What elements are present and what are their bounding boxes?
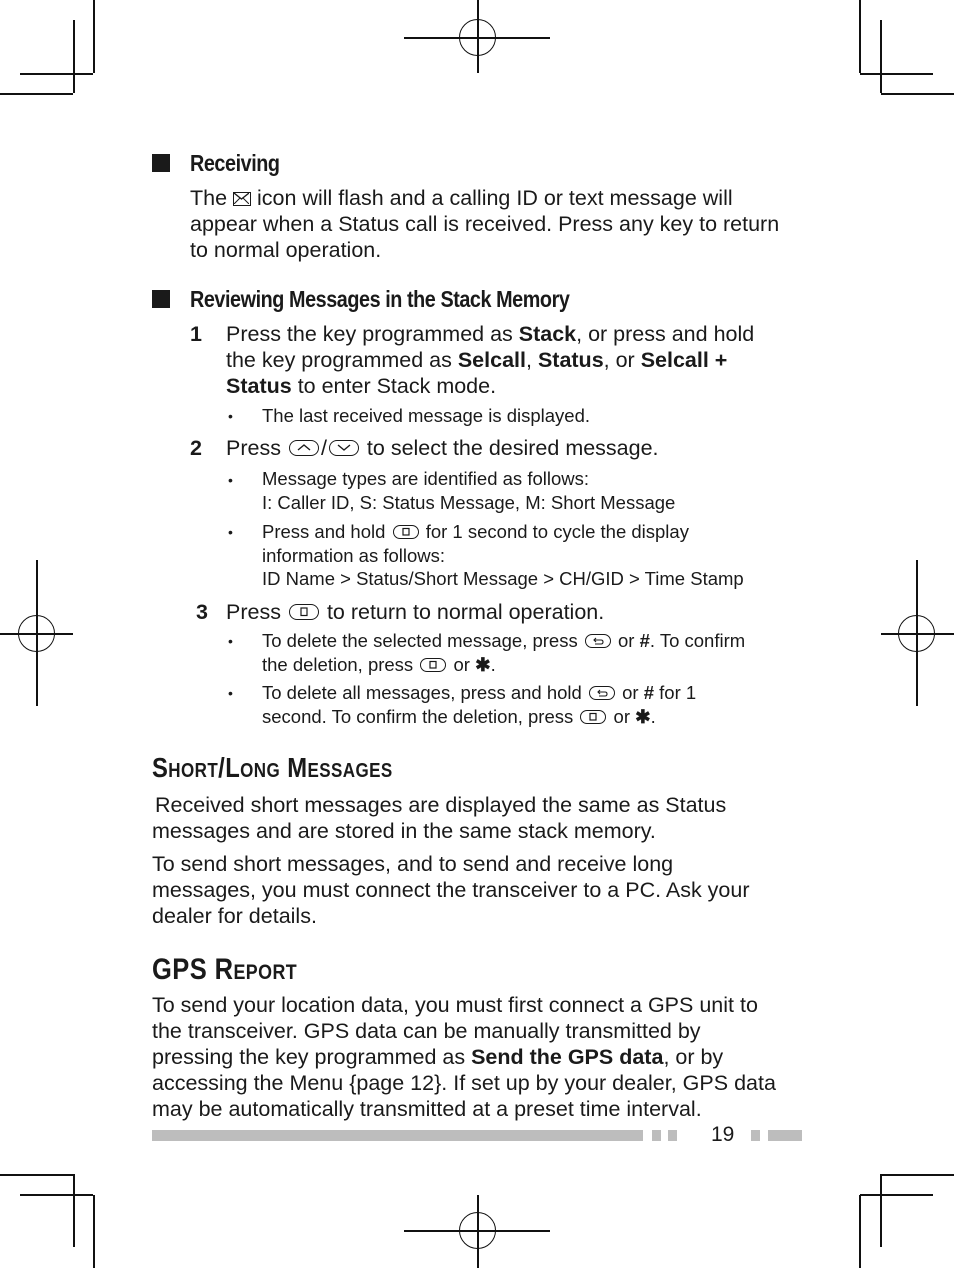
- asterisk-icon: ✱: [635, 705, 651, 727]
- footer-dot: [751, 1130, 760, 1141]
- list-bullet: •: [228, 524, 233, 540]
- back-key-icon: [589, 686, 615, 700]
- step-number: 3: [196, 600, 208, 624]
- list-bullet: •: [228, 685, 233, 701]
- short-long-para2: To send short messages, and to send and receive long messages, you must connect the transceiver to a PC. Ask your dealer for details.: [152, 852, 750, 928]
- footer-dot: [668, 1130, 677, 1141]
- step3-text: Press to return to normal operation.: [226, 600, 605, 624]
- step3-note2: To delete all messages, press and hold or # for 1 second. To confirm the deletion, press or ✱.: [262, 682, 697, 727]
- back-key-icon: [585, 634, 611, 648]
- down-key-icon: [329, 440, 359, 456]
- list-bullet: •: [228, 633, 233, 649]
- list-bullet: •: [228, 408, 233, 424]
- menu-key-icon: [393, 525, 419, 539]
- short-long-para1: Received short messages are displayed the same as Status messages and are stored in the same stack memory.: [152, 793, 727, 843]
- gps-report-title: GPS Report: [152, 953, 298, 986]
- short-long-title: Short/Long Messages: [152, 752, 393, 783]
- footer-bar: [768, 1130, 802, 1141]
- step-number: 1: [190, 322, 202, 346]
- step1-note: The last received message is displayed.: [262, 405, 591, 426]
- reviewing-heading: Reviewing Messages in the Stack Memory: [190, 286, 570, 312]
- section-bullet: [152, 290, 170, 308]
- step-number: 2: [190, 436, 202, 460]
- list-bullet: •: [228, 472, 233, 488]
- step3-note1: To delete the selected message, press or #. To confirm the deletion, press or ✱.: [262, 630, 746, 675]
- footer-bar: [152, 1130, 643, 1141]
- receiving-text: The icon will flash and a calling ID or text message will appear when a Status call is received. Press any key to return to normal operation.: [190, 186, 780, 262]
- receiving-heading: Receiving: [190, 150, 280, 176]
- page-number: 19: [711, 1123, 735, 1146]
- up-key-icon: [289, 440, 319, 456]
- step2-note2: Press and hold for 1 second to cycle the display information as follows:: [262, 521, 689, 566]
- footer-dot: [652, 1130, 661, 1141]
- menu-key-icon: [420, 658, 446, 672]
- step2-text: Press / to select the desired message.: [226, 436, 659, 460]
- section-bullet: [152, 154, 170, 172]
- asterisk-icon: ✱: [475, 653, 491, 675]
- menu-key-icon: [289, 604, 319, 620]
- gps-report-text: To send your location data, you must first connect a GPS unit to the transceiver. GPS data can be manually transmitted by pressing the key programmed as Send the GPS data, or by accessing the Menu {page 12}. If set up by your dealer, GPS data may be automatically transmitted at a preset time interval.: [152, 993, 776, 1121]
- menu-key-icon: [580, 710, 606, 724]
- step2-note2-line3: ID Name > Status/Short Message > CH/GID > Time Stamp: [262, 568, 744, 589]
- envelope-icon: [233, 192, 251, 206]
- step1-text: Press the key programmed as Stack, or press and hold the key programmed as Selcall, Status, or Selcall + Status to enter Stack mode.: [226, 322, 755, 398]
- step2-note1: Message types are identified as follows: I: Caller ID, S: Status Message, M: Short Message: [262, 468, 676, 513]
